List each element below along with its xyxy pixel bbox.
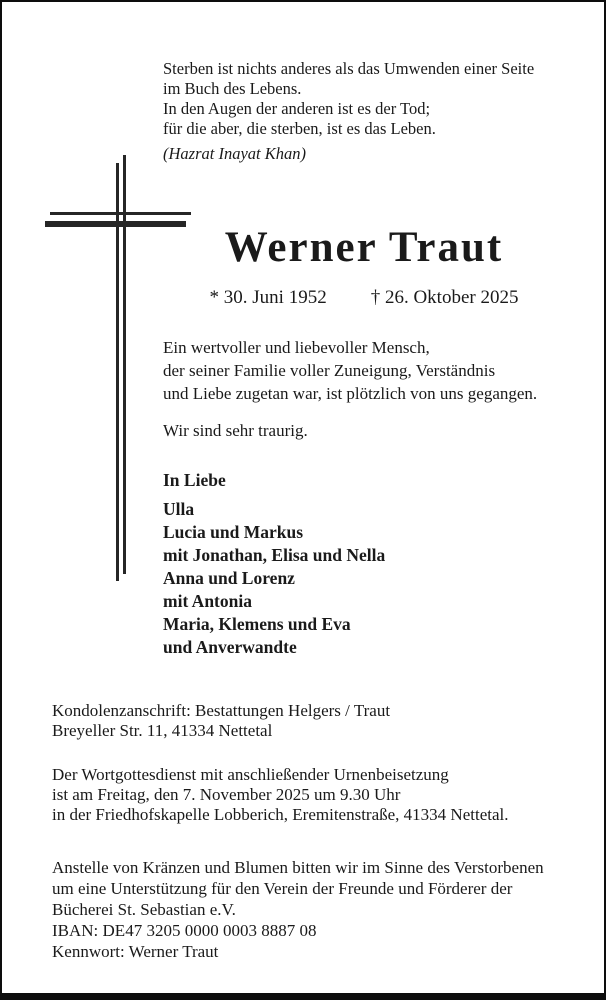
- service-line-3: in der Friedhofskapelle Lobberich, Eremitenstraße, 41334 Nettetal.: [52, 805, 509, 824]
- condolence-address: [52, 701, 390, 741]
- deceased-name: Werner Traut: [224, 224, 504, 271]
- quote-attribution: (Hazrat Inayat Khan): [163, 144, 306, 163]
- mourner-name-6: Maria, Klemens und Eva: [163, 614, 351, 634]
- quote-line-4: für die aber, die sterben, ist es das Leben.: [163, 119, 436, 138]
- life-dates: [142, 287, 586, 309]
- donation-iban: IBAN: DE47 3205 0000 0003 8887 08: [52, 921, 317, 940]
- donation-request: [52, 857, 544, 962]
- mourner-name-5: mit Antonia: [163, 591, 252, 611]
- tribute-line-3: und Liebe zugetan war, ist plötzlich von uns gegangen.: [163, 384, 538, 403]
- sorrow-text: Wir sind sehr traurig.: [163, 421, 308, 440]
- mourner-name-1: Ulla: [163, 499, 195, 519]
- service-details: [52, 765, 509, 825]
- quote-line-1: Sterben ist nichts anderes als das Umwenden einer Seite: [163, 59, 535, 78]
- cross-horizontal-bar-thin: [50, 212, 191, 215]
- donation-line-3: Bücherei St. Sebastian e.V.: [52, 900, 236, 919]
- mourner-name-4: Anna und Lorenz: [163, 568, 295, 588]
- quote-line-2: im Buch des Lebens.: [163, 79, 302, 98]
- donation-keyword: Kennwort: Werner Traut: [52, 942, 219, 961]
- birth-date: * 30. Juni 1952: [209, 287, 327, 308]
- donation-line-1: Anstelle von Kränzen und Blumen bitten wir im Sinne des Verstorbenen: [52, 858, 544, 877]
- tribute-line-2: der seiner Familie voller Zuneigung, Verständnis: [163, 361, 496, 380]
- mourners-list: [163, 498, 385, 659]
- mourners-heading: In Liebe: [163, 470, 226, 490]
- tribute-paragraph: [163, 336, 537, 405]
- condolence-line-2: Breyeller Str. 11, 41334 Nettetal: [52, 721, 273, 740]
- cross-vertical-bar-right: [123, 155, 126, 574]
- tribute-line-1: Ein wertvoller und liebevoller Mensch,: [163, 338, 430, 357]
- death-date: † 26. Oktober 2025: [370, 287, 519, 308]
- opening-quote: [163, 59, 534, 164]
- donation-line-2: um eine Unterstützung für den Verein der Freunde und Förderer der: [52, 879, 513, 898]
- mourner-name-7: und Anverwandte: [163, 637, 297, 657]
- condolence-line-1: Kondolenzanschrift: Bestattungen Helgers / Traut: [52, 701, 391, 720]
- quote-line-3: In den Augen der anderen ist es der Tod;: [163, 99, 431, 118]
- service-line-2: ist am Freitag, den 7. November 2025 um 9.30 Uhr: [52, 785, 401, 804]
- mourner-name-2: Lucia und Markus: [163, 522, 304, 542]
- mourner-name-3: mit Jonathan, Elisa und Nella: [163, 545, 386, 565]
- service-line-1: Der Wortgottesdienst mit anschließender Urnenbeisetzung: [52, 765, 449, 784]
